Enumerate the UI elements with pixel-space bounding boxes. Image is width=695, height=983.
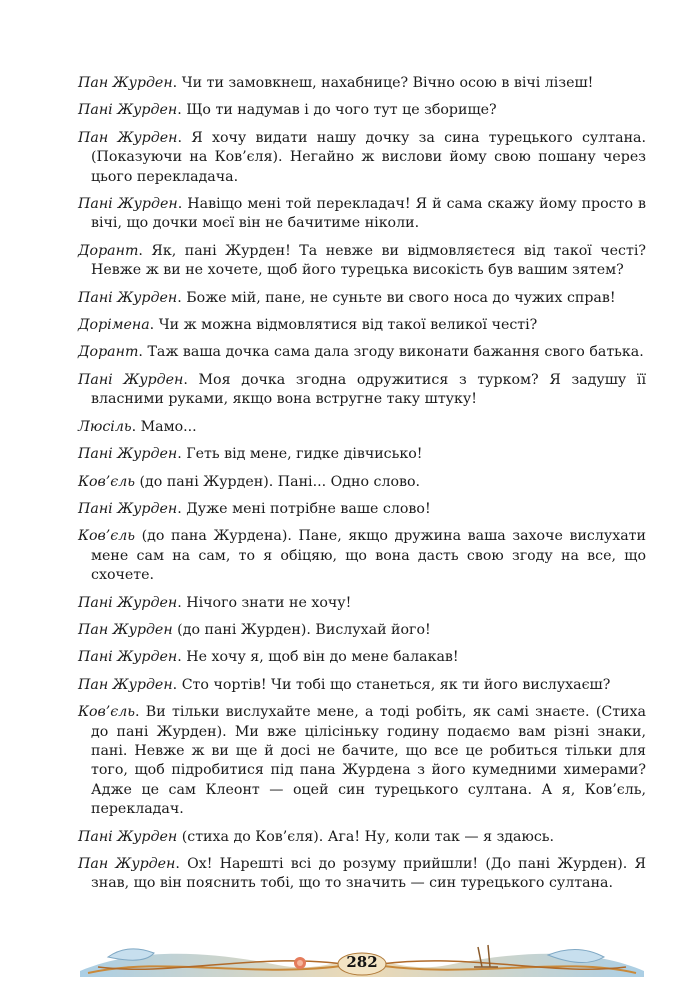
dialogue-line bbox=[78, 316, 646, 335]
speaker-name: Люсіль bbox=[78, 418, 132, 435]
dialogue-line bbox=[78, 289, 646, 308]
dialogue-text: (стиха до Ков’єля). Ага! Ну, коли так — я здаюсь. bbox=[177, 828, 555, 845]
dialogue-line bbox=[78, 621, 646, 640]
dialogue-text: . Боже мій, пане, не суньте ви свого носа до чужих справ! bbox=[177, 289, 616, 306]
speaker-name: Пані Журден bbox=[78, 500, 178, 517]
speaker-name: Ков’єль bbox=[78, 528, 135, 545]
dialogue-line bbox=[78, 445, 646, 464]
dialogue-text: . Мамо... bbox=[131, 418, 197, 435]
speaker-name: Пан Журден bbox=[78, 856, 176, 872]
dialogue-text: . Моя дочка згодна одружитися з турком? Я задушу її власними руками, якщо вона встругне таку штуку! bbox=[91, 371, 646, 408]
dialogue-text: . Сто чортів! Чи тобі що станеться, як ти його вислухаєш? bbox=[172, 676, 611, 693]
speaker-name: Пані Журден bbox=[78, 828, 178, 845]
speaker-name: Пані Журден bbox=[78, 446, 178, 463]
speaker-name: Пан Журден bbox=[78, 676, 173, 693]
speaker-name: Пані Журден bbox=[78, 594, 178, 611]
dialogue-text: . Я хочу видати нашу дочку за сина турецького султана. (Показуючи на Ков’єля). Негайно ж вислови йому свою пошану через цього перекладача. bbox=[91, 129, 646, 185]
dialogue-line bbox=[78, 74, 646, 93]
speaker-name: Пані Журден bbox=[78, 649, 178, 666]
speaker-name: Пані Журден bbox=[78, 289, 178, 306]
dialogue-line bbox=[78, 343, 646, 362]
dialogue-line bbox=[78, 371, 646, 410]
dialogue-line bbox=[78, 129, 646, 187]
speaker-name: Пані Журден bbox=[78, 196, 178, 213]
dialogue-text: . Таж ваша дочка сама дала згоду виконати бажання свого батька. bbox=[138, 344, 644, 361]
dialogue-line bbox=[78, 195, 646, 234]
dialogue-text: . Ви тільки вислухайте мене, а тоді робіть, як самі знаєте. (Стиха до пані Журден). Ми вже цілісіньку годину подаємо вам різні знаки, пані. Невже ж ви ще й досі не бачите, що все це робиться тільки для того, щоб підробитися під пана Журдена з його кумедними химерами? Адже це сам Клеонт — оцей син турецького султана. А я, Ков’єль, перекладач. bbox=[91, 704, 646, 818]
dialogue-text: . Ох! Нарешті всі до розуму прийшли! (До пані Журден). Я знав, що він пояснить тобі, що то значить — син турецького султана. bbox=[91, 856, 646, 892]
dialogue-line bbox=[78, 101, 646, 120]
dialogue-line bbox=[78, 418, 646, 437]
dialogue-text: . Навіщо мені той перекладач! Я й сама скажу йому просто в вічі, що дочки моєї він не бачитиме ніколи. bbox=[91, 196, 646, 232]
speaker-name: Ков’єль bbox=[78, 704, 135, 721]
speaker-name: Дорант bbox=[78, 242, 139, 259]
dialogue-line bbox=[78, 500, 646, 519]
page-footer-ornament bbox=[78, 937, 646, 983]
page-number: 282 bbox=[346, 953, 378, 971]
speaker-name: Пан Журден bbox=[78, 621, 173, 638]
dialogue-text: (до пана Журдена). Пане, якщо дружина ваша захоче вислухати мене сам на сам, то я обіцяю, що вона дасть свою згоду на все, що схочете. bbox=[91, 528, 646, 584]
play-text bbox=[78, 74, 646, 902]
dialogue-line bbox=[78, 828, 646, 847]
dialogue-text: (до пані Журден). Пані... Одно слово. bbox=[135, 473, 421, 490]
speaker-name: Ков’єль bbox=[78, 473, 135, 490]
dialogue-line bbox=[78, 855, 646, 894]
dialogue-text: . Що ти надумав і до чого тут це зборище? bbox=[177, 102, 497, 119]
dialogue-line bbox=[78, 676, 646, 695]
dialogue-line bbox=[78, 527, 646, 585]
dialogue-text: . Не хочу я, щоб він до мене балакав! bbox=[177, 649, 459, 666]
dialogue-line bbox=[78, 242, 646, 281]
dialogue-text: . Геть від мене, гидке дівчисько! bbox=[177, 446, 423, 463]
dialogue-text: . Як, пані Журден! Та невже ви відмовляєтеся від такої честі? Невже ж ви не хочете, щоб його турецька високість був вашим зятем? bbox=[91, 242, 646, 279]
dialogue-line bbox=[78, 648, 646, 667]
dialogue-line bbox=[78, 594, 646, 613]
dialogue-text: (до пані Журден). Вислухай його! bbox=[172, 621, 431, 638]
dialogue-text: . Дуже мені потрібне ваше слово! bbox=[177, 500, 431, 517]
speaker-name: Дорімена bbox=[78, 317, 150, 334]
dialogue-text: . Нічого знати не хочу! bbox=[177, 594, 352, 611]
dialogue-line bbox=[78, 703, 646, 819]
speaker-name: Пані Журден bbox=[78, 371, 184, 388]
speaker-name: Пан Журден bbox=[78, 75, 173, 91]
speaker-name: Пані Журден bbox=[78, 102, 178, 119]
dialogue-line bbox=[78, 473, 646, 492]
dialogue-text: . Чи ти замовкнеш, нахабнице? Вічно осою в вічі лізеш! bbox=[172, 75, 594, 91]
speaker-name: Пан Журден bbox=[78, 129, 178, 146]
speaker-name: Дорант bbox=[78, 344, 139, 361]
dialogue-text: . Чи ж можна відмовлятися від такої великої честі? bbox=[149, 317, 538, 334]
